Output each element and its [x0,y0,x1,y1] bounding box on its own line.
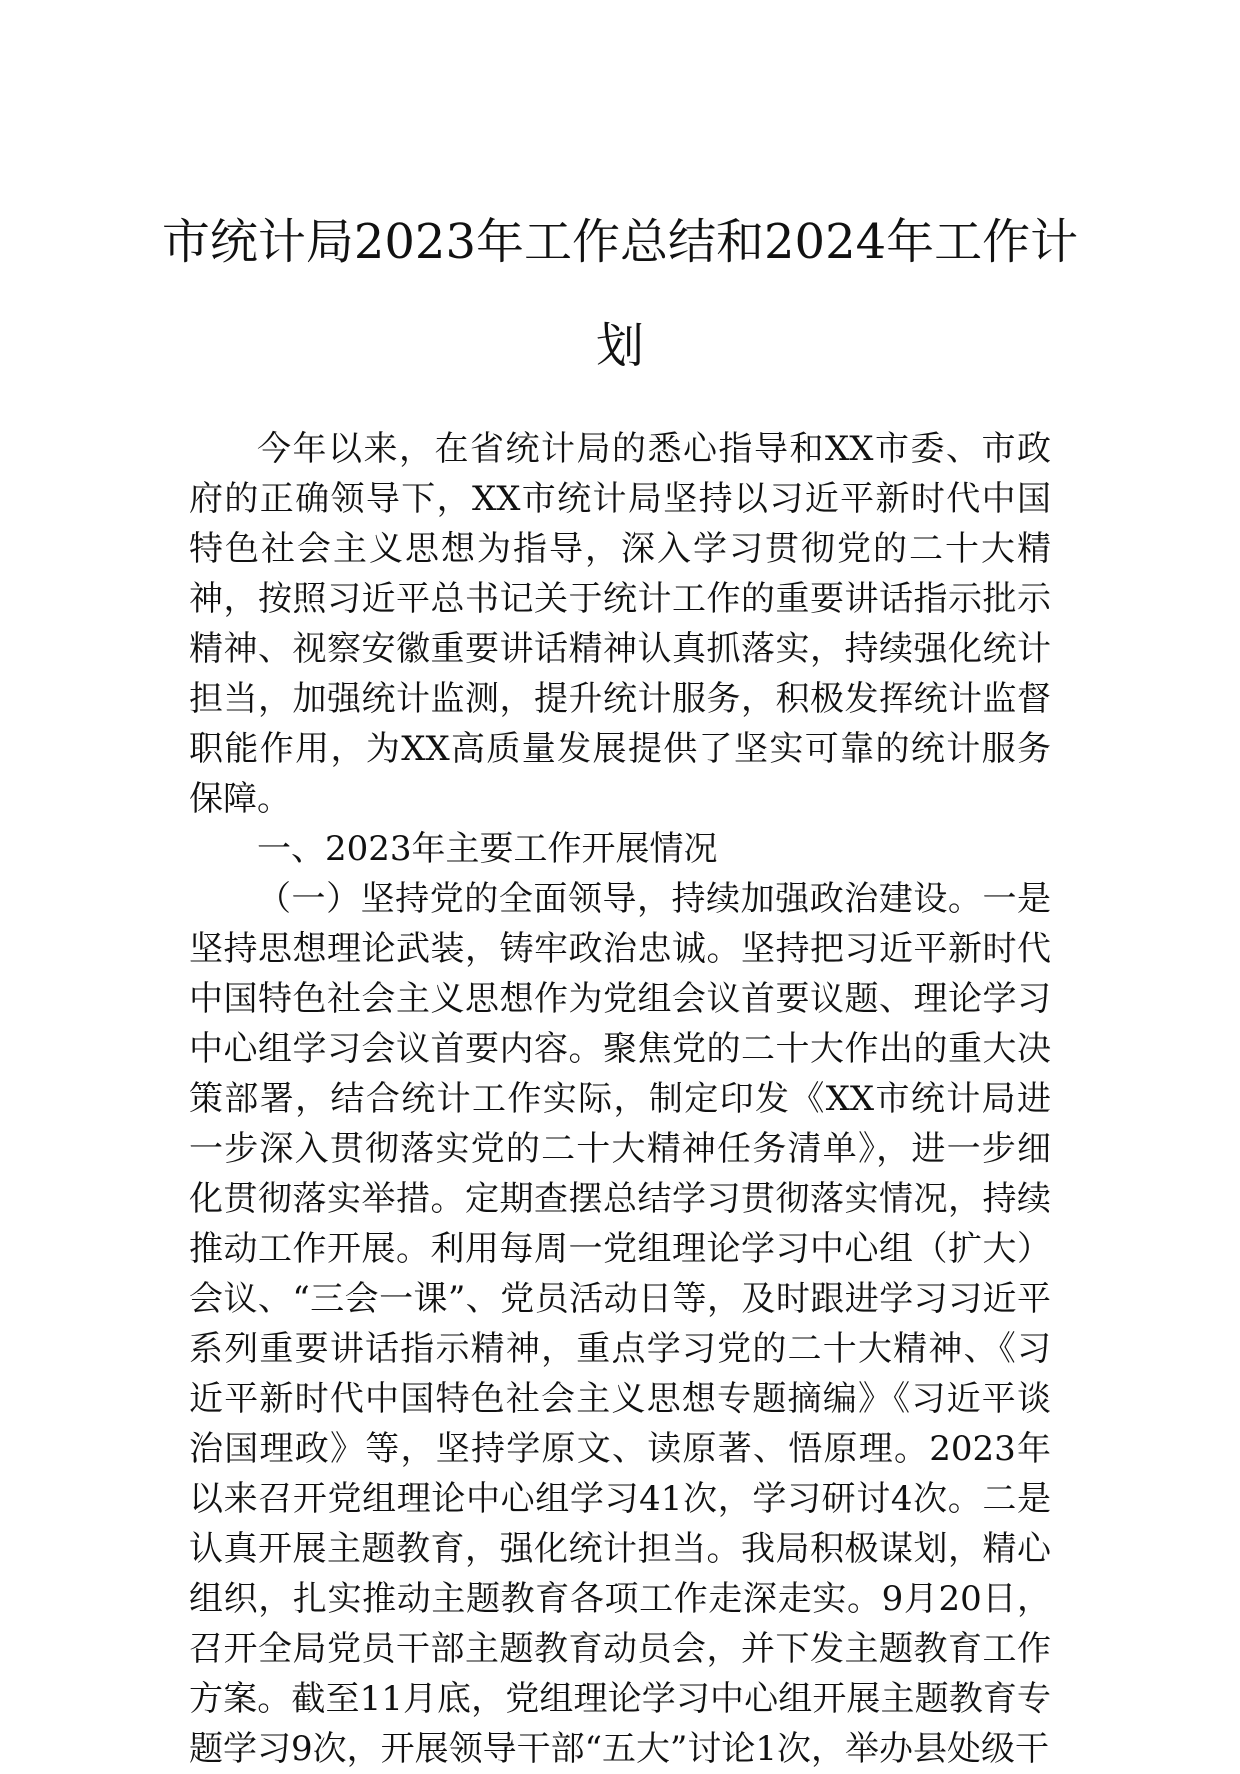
document-body [189,424,1051,1774]
section-paragraph: （一）坚持党的全面领导，持续加强政治建设。一是坚持思想理论武装，铸牢政治忠诚。坚持把习近平新时代中国特色社会主义思想作为党组会议首要议题、理论学习中心组学习会议首要内容。聚焦党的二十大作出的重大决策部署，结合统计工作实际，制定印发《XX市统计局进一步深入贯彻落实党的二十大精神任务清单》，进一步细化贯彻落实举措。定期查摆总结学习贯彻落实情况，持续推动工作开展。利用每周一党组理论学习中心组（扩大）会议、“三会一课”、党员活动日等，及时跟进学习习近平系列重要讲话指示精神，重点学习党的二十大精神、《习近平新时代中国特色社会主义思想专题摘编》《习近平谈治国理政》等，坚持学原文、读原著、悟原理。2023年以来召开党组理论中心组学习41次，学习研讨4次。二是认真开展主题教育，强化统计担当。我局积极谋划，精心组织，扎实推动主题教育各项工作走深走实。9月20日，召开全局党员干部主题教育动员会，并下发主题教育工作方案。截至11月底，党组理论学习中心组开展主题教育专题学习9次，开展领导干部“五大”讨论1次，举办县处级干 [189,879,1051,1769]
document-title: 市统计局2023年工作总结和2024年工作计划 [161,214,1079,374]
intro-paragraph: 今年以来，在省统计局的悉心指导和XX市委、市政府的正确领导下，XX市统计局坚持以习近平新时代中国特色社会主义思想为指导，深入学习贯彻党的二十大精神，按照习近平总书记关于统计工作的重要讲话指示批示精神、视察安徽重要讲话精神认真抓落实，持续强化统计担当，加强统计监测，提升统计服务，积极发挥统计监督职能作用，为XX高质量发展提供了坚实可靠的统计服务保障。 [189,429,1051,819]
section-heading: 一、2023年主要工作开展情况 [257,829,718,869]
